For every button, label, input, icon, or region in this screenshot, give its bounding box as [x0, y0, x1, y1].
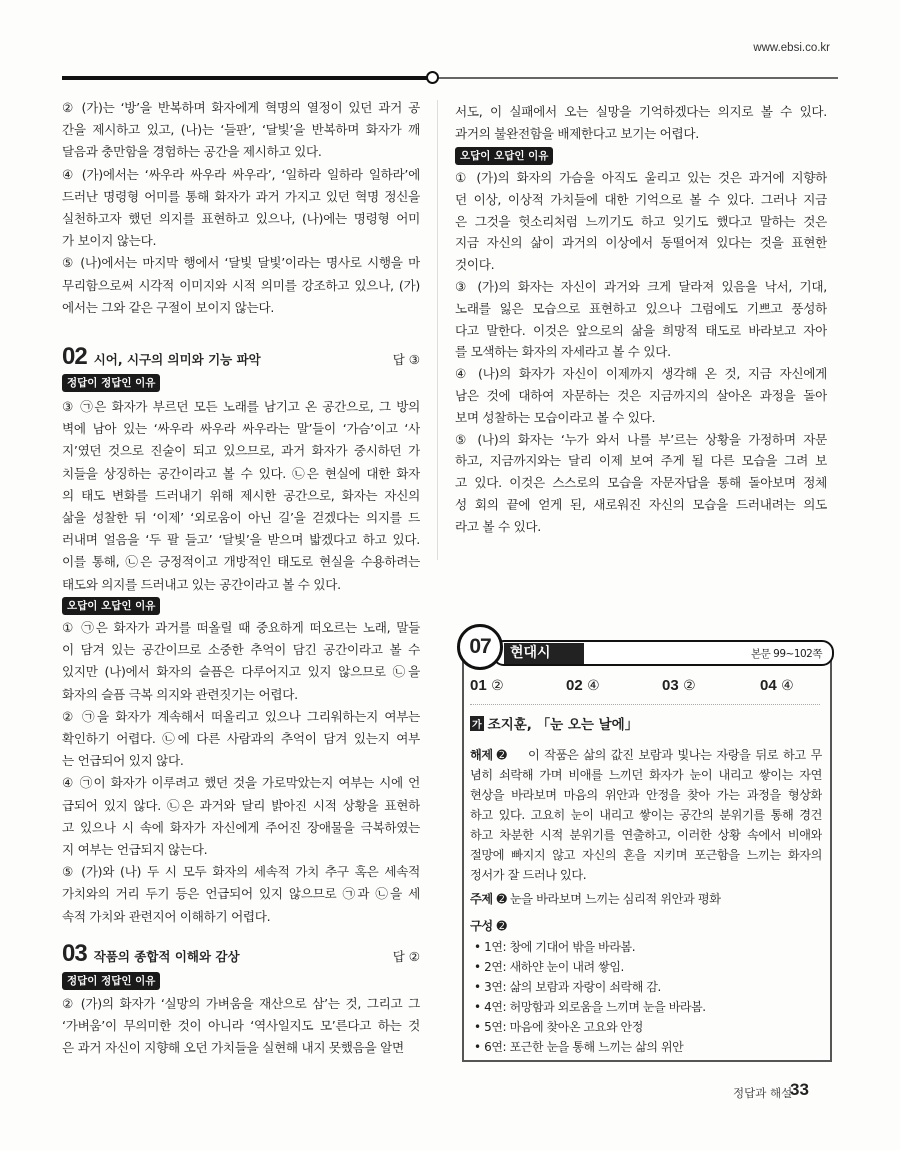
- correct-reason-text: [62, 396, 420, 596]
- text-line: ② (가)의 화자가 ‘실망의 가벼움을 재산으로 삼’는 것, 그리고 그: [62, 996, 420, 1011]
- text-line: ① ㉠은 화자가 과거를 떠올릴 때 중요하게 떠오르는 노래, 말들: [62, 620, 420, 635]
- text-line: 것이다.: [455, 257, 495, 273]
- text-line: 벽에 남아 있는 ‘싸우라 싸우라 싸우라는 말’들이 ‘가슴’이고 ‘사: [62, 421, 420, 437]
- text-line: 속적 가치와 관련지어 이해하기 어렵다.: [62, 908, 271, 924]
- text-line: ① (가)의 화자의 가슴을 아직도 울리고 있는 것은 과거에 지향하: [455, 170, 827, 185]
- text-line: 달음과 충만함을 경험하는 공간을 제시하고 있다.: [62, 144, 322, 160]
- work-title: [470, 713, 638, 733]
- text-line: 실천하고자 했던 의지를 표현하고 있으나, (나)에는 명령형 어미: [62, 211, 420, 227]
- text-line: 이를 통해, ㉡은 긍정적이고 개방적인 태도로 현실을 수용하려는: [62, 554, 420, 570]
- text-line: ④ (가)에서는 ‘싸우라 싸우라 싸우라’, ‘일하라 일하라 일하라’에: [62, 166, 420, 182]
- question-title: 작품의 종합적 이해와 감상: [93, 949, 240, 964]
- correct-reason-label: 정답이 정답인 이유: [62, 972, 160, 990]
- question-title: 시어, 시구의 의미와 기능 파악: [93, 352, 261, 367]
- answer-question: 02: [566, 677, 583, 694]
- paragraph: [455, 429, 827, 538]
- theme: [470, 889, 822, 909]
- unit-number: 07: [457, 624, 503, 670]
- wrong-reason-text: [62, 617, 420, 928]
- text-line: 치들을 상징하는 공간이라고 볼 수 있다. ㉡은 현실에 대한 화자: [62, 465, 420, 481]
- intro-paragraphs: [62, 97, 420, 319]
- dotted-divider: [470, 704, 820, 705]
- answer-choice: ④: [781, 678, 794, 694]
- text-line: 태도와 의지를 드러내고 있는 공간이라고 볼 수 있다.: [62, 576, 341, 592]
- question-answer: 답 ③: [392, 352, 420, 367]
- text-line: 보며 성찰하는 모습이라고 볼 수 있다.: [455, 409, 656, 425]
- question-number: 03: [62, 940, 87, 967]
- text-line: 는 언급되어 있지 않다.: [62, 753, 184, 769]
- page-number: 33: [790, 1080, 809, 1099]
- text-line: 지 여부는 언급되지 않는다.: [62, 842, 208, 858]
- text-line: 화자의 슬픔 극복 의지와 관련짓기는 어렵다.: [62, 686, 298, 702]
- footer-section-label: 정답과 해설: [733, 1086, 793, 1100]
- wrong-reason-text: [455, 167, 827, 538]
- commentary-label: 해제 ➋: [470, 748, 507, 762]
- paragraph: [62, 252, 420, 319]
- column-divider: [437, 100, 438, 560]
- text-line: 를 모색하는 화자의 자세라고 볼 수 있다.: [455, 344, 671, 360]
- text-line: 가 보이지 않는다.: [62, 233, 157, 249]
- paragraph: [62, 993, 420, 1060]
- text-line: 정서가 잘 드러나 있다.: [470, 868, 587, 882]
- text-line: ⑤ (가)와 (나) 두 시 모두 화자의 세속적 가치 추구 혹은 세속적: [62, 864, 420, 880]
- structure-item: • 6연: 포근한 눈을 통해 느끼는 삶의 위안: [474, 1040, 684, 1054]
- text-line: 성 회의 끝에 얻게 된, 새로워진 자신의 모습을 드러내려는 의도: [455, 496, 827, 512]
- paragraph: [455, 167, 827, 276]
- answer-question: 03: [662, 677, 679, 694]
- paragraph: [62, 772, 420, 861]
- answer-choice: ④: [587, 678, 600, 694]
- text-line: 간을 제시하고 있고, (나)는 ‘들판’, ‘달빛’을 반복하며 화자가 깨: [62, 122, 420, 138]
- paragraph: [62, 861, 420, 928]
- text-line: 확인하기 어렵다. ㉡에 다른 사람과의 추억이 담겨 있는지 여부: [62, 731, 420, 747]
- text-line: 드러난 명령형 어미를 통해 화자가 과거 가지고 있던 혁명 정신을: [62, 188, 420, 204]
- text-line: 은 과거 자신이 지향해 오던 가치들을 실현해 내지 못했음을 알면: [62, 1040, 404, 1056]
- unit-title: 현대시: [504, 643, 584, 664]
- theme-text: 눈을 바라보며 느끼는 심리적 위안과 평화: [509, 892, 721, 906]
- text-line: 절망에 빠지지 않고 자신의 혼을 지키며 포근함을 느끼는 화자의: [470, 848, 822, 862]
- text-line: 에서는 그와 같은 구절이 보이지 않는다.: [62, 299, 275, 315]
- unit-pages: 본문 99~102쪽: [751, 648, 822, 660]
- commentary-text: [470, 745, 822, 885]
- question-answer: 답 ②: [392, 949, 420, 964]
- work-marker: 가: [470, 716, 484, 731]
- text-line: 이 작품은 삶의 값진 보람과 빛나는 자랑을 뒤로 하고 무: [528, 748, 822, 762]
- text-line: 가치와의 거리 두기 등은 언급되어 있지 않으므로 ㉠과 ㉡을 세: [62, 886, 420, 902]
- text-line: 라고 볼 수 있다.: [455, 518, 542, 534]
- text-line: 있지만 (나)에서 화자의 슬픔은 다루어지고 있지 않으므로 ㉡을: [62, 664, 420, 680]
- answer-item: [470, 677, 504, 694]
- text-line: 다고 말한다. 이것은 앞으로의 삶을 희망적 태도로 바라보고 자아: [455, 322, 827, 338]
- text-line: ③ ㉠은 화자가 부르던 모든 노래를 남기고 온 공간으로, 그 방의: [62, 399, 420, 414]
- wrong-reason-label: 오답이 오답인 이유: [455, 147, 553, 165]
- header-rule-dot: [426, 71, 439, 84]
- site-url: www.ebsi.co.kr: [753, 42, 830, 54]
- text-line: ⑤ (나)의 화자는 ‘누가 와서 나를 부’르는 상황을 가정하며 자문: [455, 431, 827, 447]
- text-line: ② ㉠을 화자가 계속해서 떠올리고 있으나 그리워하는지 여부는: [62, 708, 420, 724]
- paragraph: [62, 97, 420, 164]
- structure-item: • 3연: 삶의 보람과 자랑이 쇠락해 감.: [474, 980, 661, 994]
- text-line: 고 있으나 시 속에 화자가 자신에게 주어진 장애물을 극복하였는: [62, 819, 420, 835]
- structure-item: • 2연: 새하얀 눈이 내려 쌓임.: [474, 960, 624, 974]
- correct-reason-text: [62, 993, 420, 1060]
- text-line: 고 있다. 이것은 스스로의 모습을 자문자답을 통해 돌아보며 정체: [455, 475, 827, 491]
- text-line: 의 태도 변화를 드러내기 위해 제시한 공간으로, 화자는 자신의: [62, 487, 420, 503]
- text-line: 남은 것에 대하여 자문하는 것은 지금까지의 살아온 과정을 돌아: [455, 387, 827, 403]
- answer-question: 04: [760, 677, 777, 694]
- question-02-header: [62, 343, 420, 371]
- paragraph: [62, 706, 420, 773]
- text-line: 현상을 바라보며 마음의 위안과 안정을 찾아 가는 과정을 형상화: [470, 788, 822, 802]
- paragraph: [62, 164, 420, 253]
- work-name: 조지훈, 「눈 오는 날에」: [487, 717, 639, 733]
- text-line: ② (가)는 ‘방’을 반복하며 화자에게 혁명의 열정이 있던 과거 공: [62, 100, 420, 115]
- paragraph: [62, 396, 420, 596]
- text-line: 념히 쇠락해 가며 비애를 느끼던 화자가 눈이 내리고 쌓이는 자연: [470, 768, 822, 782]
- text-line: 서도, 이 실패에서 오는 실망을 기억하겠다는 의지로 볼 수 있다.: [455, 104, 827, 119]
- structure-item: • 5연: 마음에 찾아온 고요와 안정: [474, 1020, 643, 1034]
- text-line: 무리함으로써 시각적 이미지와 시적 의미를 강조하고 있으나, (가): [62, 277, 420, 293]
- text-line: 삶을 성찰한 뒤 ‘이제’ ‘외로움이 아닌 길’을 걷겠다는 의지를 드: [62, 510, 420, 526]
- text-line: ⑤ (나)에서는 마지막 행에서 ‘달빛 달빛’이라는 명사로 시행을 마: [62, 255, 420, 271]
- answer-choice: ②: [491, 678, 504, 694]
- wrong-reason-label: 오답이 오답인 이유: [62, 597, 160, 615]
- text-line: 하고 있다. 고요히 눈이 내리고 쌓이는 공간의 분위기를 통해 경건: [470, 808, 822, 822]
- text-line: 하고 차분한 시적 분위기를 연출하고, 이러한 상황 속에서 비애와: [470, 828, 822, 842]
- answer-item: [662, 677, 696, 694]
- text-line: 던 이상, 이상적 가치들에 대한 기억으로 볼 수 있다. 그러나 지금: [455, 191, 827, 207]
- structure-label: 구성 ➋: [470, 919, 507, 933]
- structure-list: [474, 937, 706, 1057]
- text-line: 이 담겨 있는 공간이므로 소중한 추억이 담긴 공간이라고 볼 수: [62, 642, 420, 658]
- text-line: 노래를 잃은 모습으로 표현하고 있으나 그럼에도 기쁘고 풍성하: [455, 300, 827, 316]
- text-line: 급되어 있지 않다. ㉡은 과거와 달리 밝아진 시적 상황을 표현하: [62, 797, 420, 813]
- answer-choice: ②: [683, 678, 696, 694]
- text-line: 러내며 얼음을 ‘두 팔 들고’ ‘달빛’을 받으며 밟겠다고 하고 있다.: [62, 532, 420, 548]
- paragraph: [62, 617, 420, 706]
- answer-item: [566, 677, 600, 694]
- answer-item: [760, 677, 794, 694]
- question-number: 02: [62, 343, 87, 370]
- structure-item: • 1연: 창에 기대어 밖을 바라봄.: [474, 940, 636, 954]
- continued-text: [455, 101, 827, 145]
- correct-reason-label: 정답이 정답인 이유: [62, 374, 160, 392]
- header-rule: [62, 76, 432, 80]
- text-line: ④ ㉠이 화자가 이루려고 했던 것을 가로막았는지 여부는 시에 언: [62, 775, 420, 791]
- text-line: ③ (가)의 화자는 자신이 과거와 크게 달라져 있음을 낙서, 기대,: [455, 278, 827, 294]
- paragraph: [470, 745, 822, 885]
- answer-question: 01: [470, 677, 487, 694]
- structure-item: • 4연: 허망함과 외로움을 느끼며 눈을 바라봄.: [474, 1000, 706, 1014]
- text-line: 하고, 지금까지와는 달리 이제 보여 주게 될 다른 모습을 그려 보: [455, 453, 827, 469]
- text-line: 지’였던 것으로 진술이 되고 있으므로, 과거 화자가 중시하던 가: [62, 443, 420, 459]
- text-line: 은 그것을 헛소리처럼 느끼기도 하고 잊기도 했다고 말하는 것은: [455, 213, 827, 229]
- text-line: ‘가벼움’이 무의미한 것이 아니라 ‘역사일지도 모’른다고 하는 것: [62, 1018, 420, 1034]
- paragraph: [455, 363, 827, 428]
- question-03-header: [62, 940, 420, 968]
- theme-label: 주제 ➋: [470, 892, 507, 906]
- text-line: 지금 자신의 삶이 과거의 이상에서 동떨어져 있다는 것을 표현한: [455, 235, 827, 251]
- text-line: 과거의 불완전함을 배제한다고 보기는 어렵다.: [455, 125, 699, 141]
- header-rule-thin: [438, 77, 838, 79]
- text-line: ④ (나)의 화자가 자신이 이제까지 생각해 온 것, 지금 자신에게: [455, 366, 827, 382]
- commentary: [470, 745, 822, 885]
- paragraph: [455, 101, 827, 145]
- paragraph: [455, 276, 827, 363]
